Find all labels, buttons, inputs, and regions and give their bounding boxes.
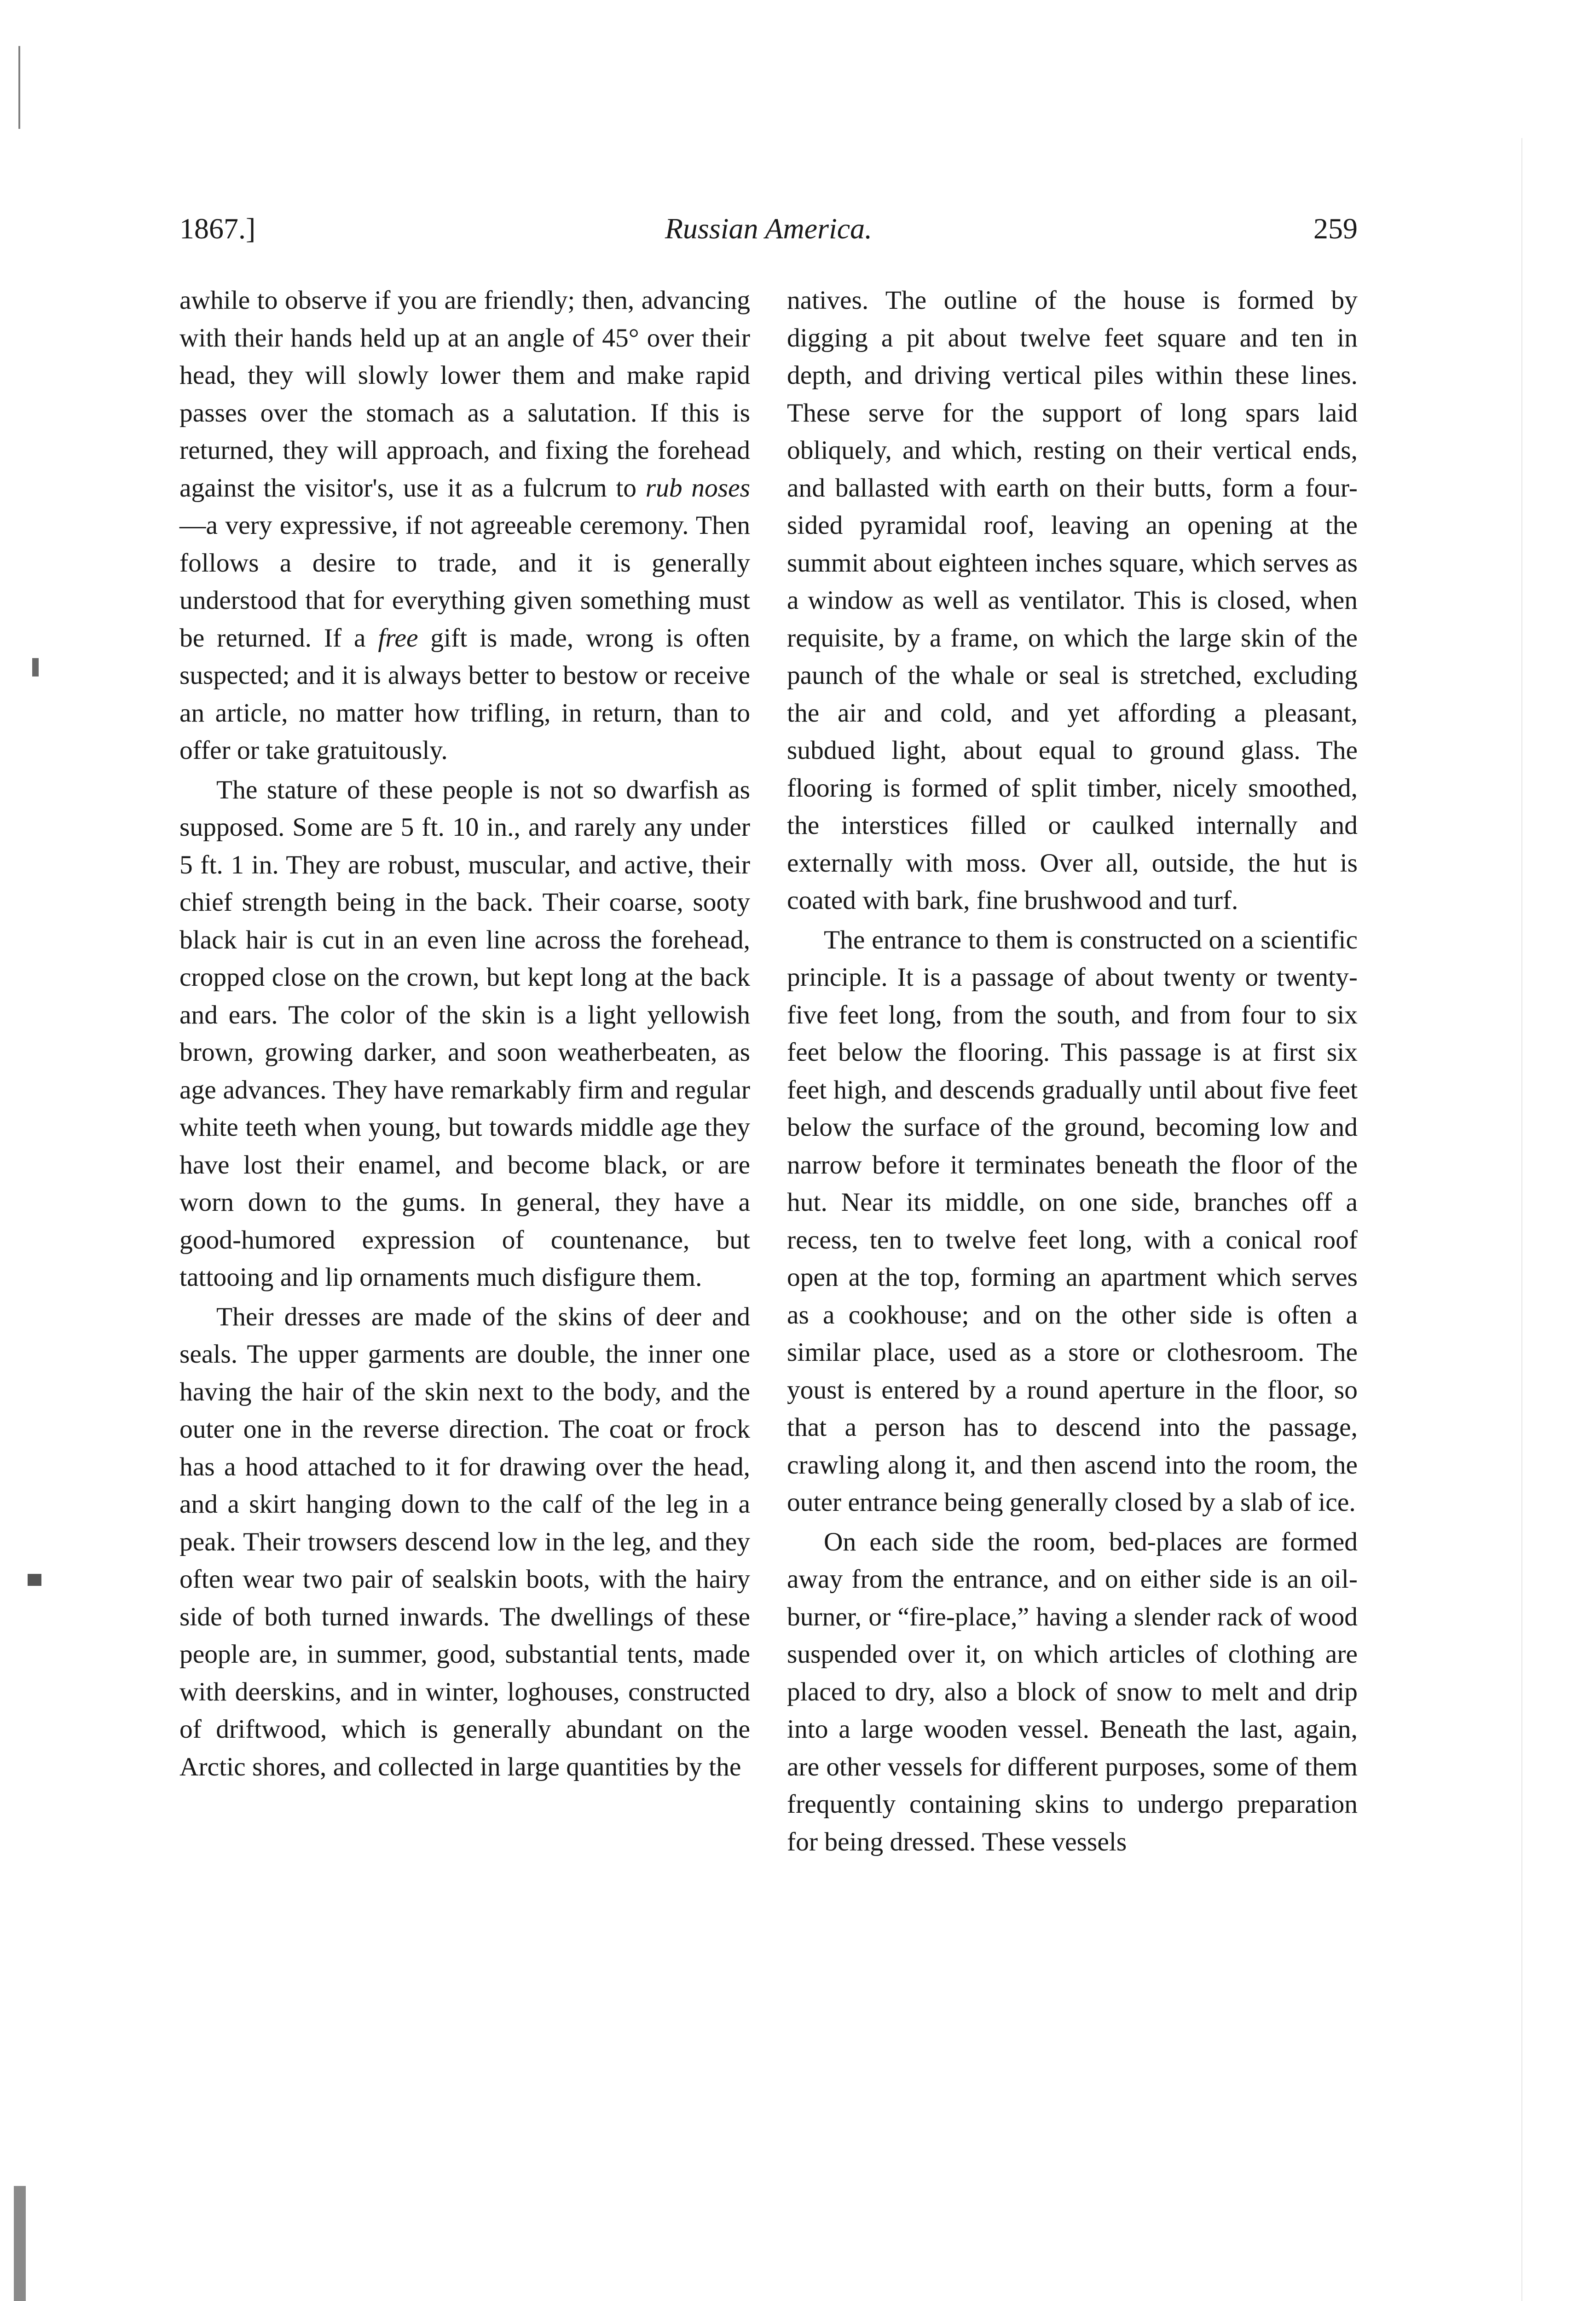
paragraph: natives. The outline of the house is formed by digging a pit about twelve feet square and ten in depth, and driving vertical piles within these lines. These serve for the support of long spars laid obliquely, and which, resting on their vertical ends, and ballasted with earth on their butts, form a four-sided pyramidal roof, leaving an opening at the summit about eighteen inches square, which serves as a window as well as ventilator. This is closed, when requisite, by a frame, on which the large skin of the paunch of the whale or seal is stretched, excluding the air and cold, and yet affording a pleasant, subdued light, about equal to ground glass. The flooring is formed of split timber, nicely smoothed, the interstices filled or caulked internally and externally with moss. Over all, outside, the hut is coated with bark, fine brushwood and turf. (787, 286, 1358, 915)
binding-mark (28, 1574, 41, 1586)
page-number: 259 (1313, 212, 1358, 245)
paragraph-text: —a very expressive, if not agreeable ceremony. Then follows a desire to trade, and it is generally understood that for everything given something must be returned. If a (179, 511, 750, 653)
paragraph: On each side the room, bed-places are formed away from the entrance, and on either side is an oil-burner, or “fire-place,” having a slender rack of wood suspended over it, on which articles of clothing are placed to dry, also a block of snow to melt and drip into a large wooden vessel. Beneath the last, again, are other vessels for different purposes, some of them frequently containing skins to undergo preparation for being dressed. These vessels (787, 1527, 1358, 1856)
italic-phrase: rub noses (645, 473, 750, 503)
page-edge-shadow (1521, 138, 1522, 2301)
binding-mark (18, 46, 20, 129)
paragraph: The stature of these people is not so dwarfish as supposed. Some are 5 ft. 10 in., and rarely any under 5 ft. 1 in. They are robust, muscular, and active, their chief strength being in the back. Their coarse, sooty black hair is cut in an even line across the forehead, cropped close on the crown, but kept long at the back and ears. The color of the skin is a light yellowish brown, growing darker, and soon weatherbeaten, as age advances. They have remarkably firm and regular white teeth when young, but towards middle age they have lost their enamel, and become black, or are worn down to the gums. In general, they have a good-humored expression of countenance, but tattooing and lip ornaments much disfigure them. (179, 775, 750, 1292)
running-header (179, 208, 1358, 249)
scan-margin-artifacts (0, 0, 74, 2301)
paragraph (179, 282, 750, 769)
header-year: 1867.] (179, 212, 256, 245)
paragraph: Their dresses are made of the skins of deer and seals. The upper garments are double, the inner one having the hair of the skin next to the body, and the outer one in the reverse direction. The coat or frock has a hood attached to it for drawing over the head, and a skirt hanging down to the calf of the leg in a peak. Their trowsers descend low in the leg, and they often wear two pair of sealskin boots, with the hairy side of both turned inwards. The dwellings of these people are, in summer, good, substantial tents, made with deerskins, and in winter, loghouses, constructed of driftwood, which is generally abundant on the Arctic shores, and collected in large quantities by the (179, 1302, 750, 1781)
header-title: Russian America. (665, 212, 873, 245)
left-column (179, 282, 750, 1786)
binding-mark (32, 658, 39, 676)
binding-mark (14, 2186, 26, 2301)
italic-phrase: free (378, 623, 418, 653)
paragraph-text: awhile to observe if you are friendly; then, advancing with their hands held up at an angle of 45° over their head, they will slowly lower them and make rapid passes over the stomach as a salutation. If this is returned, they will approach, and fixing the forehead against the visitor's, use it as a fulcrum to (179, 286, 750, 503)
paragraph-text: gift is made, wrong is often suspected; and it is always better to bestow or receive an article, no matter how trifling, in return, than to offer or take gratuitously. (179, 623, 751, 765)
right-column (787, 282, 1358, 1861)
paragraph: The entrance to them is constructed on a scientific principle. It is a passage of about twenty or twenty-five feet long, from the south, and from four to six feet below the flooring. This passage is at first six feet high, and descends gradually until about five feet below the surface of the ground, becoming low and narrow before it terminates beneath the floor of the hut. Near its middle, on one side, branches off a recess, ten to twelve feet long, with a conical roof open at the top, forming an apartment which serves as a cookhouse; and on the other side is often a similar place, used as a store or clothesroom. The youst is entered by a round aperture in the floor, so that a person has to descend into the passage, crawling along it, and then ascend into the room, the outer entrance being generally closed by a slab of ice. (787, 925, 1358, 1517)
